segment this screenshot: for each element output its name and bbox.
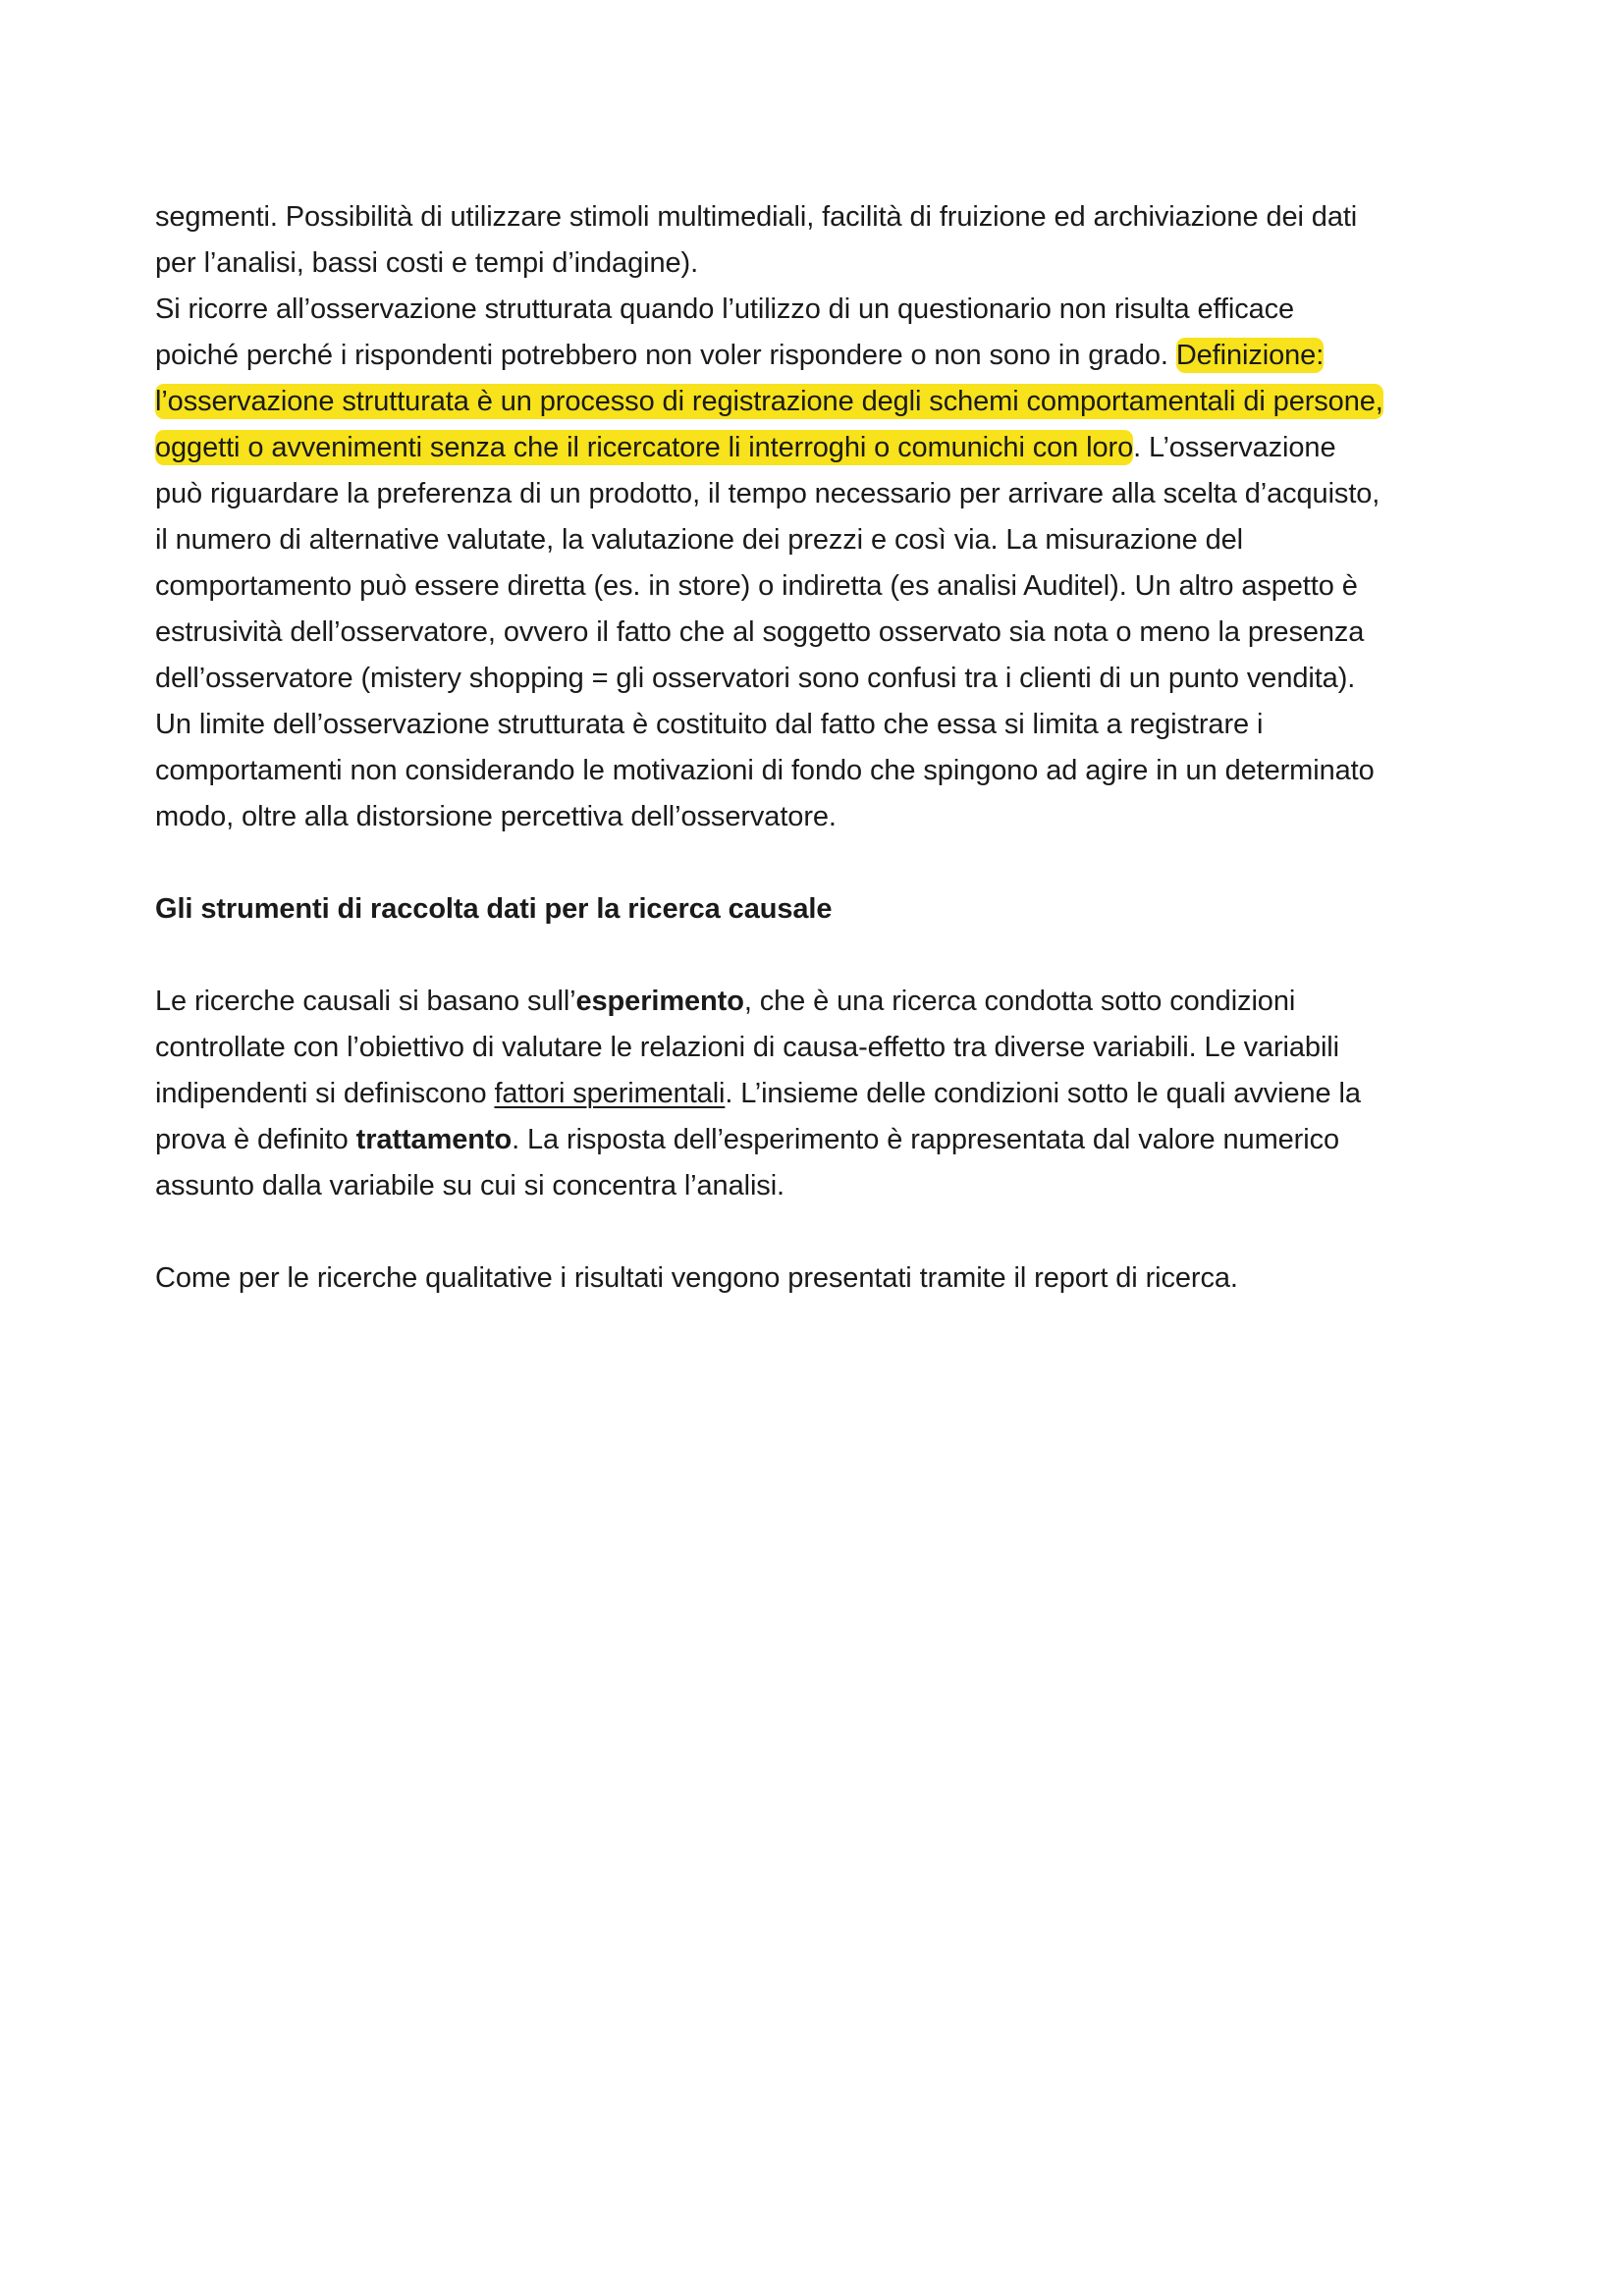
text-line: segmenti. Possibilità di utilizzare stimoli multimediali, facilità di fruizione ed archiviazione dei dati [155,201,1358,233]
paragraph-gap [155,1209,1490,1255]
text-line: controllate con l’obiettivo di valutare le relazioni di causa-effetto tra diverse variabili. Le variabili [155,1032,1339,1063]
text-line: modo, oltre alla distorsione percettiva dell’osservatore. [155,801,837,832]
text-span: indipendenti si definiscono [155,1078,495,1109]
text-span: Le ricerche causali si basano sull’ [155,986,576,1017]
text-line: per l’analisi, bassi costi e tempi d’indagine). [155,247,699,279]
text-line: Si ricorre all’osservazione strutturata quando l’utilizzo di un questionario non risulta efficace [155,294,1295,325]
text-line: comportamento può essere diretta (es. in store) o indiretta (es analisi Auditel). Un altro aspetto è [155,570,1358,602]
highlighted-definition: oggetti o avvenimenti senza che il ricercatore li interroghi o comunichi con loro [155,432,1134,463]
highlighted-definition: Definizione: [1175,340,1325,371]
text-line: dell’osservatore (mistery shopping = gli osservatori sono confusi tra i clienti di un punto vendita). [155,663,1356,694]
highlighted-definition: l’osservazione strutturata è un processo di registrazione degli schemi comportamentali di persone, [155,386,1383,417]
text-line: il numero di alternative valutate, la valutazione dei prezzi e così via. La misurazione del [155,524,1243,556]
paragraph-gap [155,840,1490,886]
text-line [155,379,1490,425]
underlined-term: fattori sperimentali [494,1078,726,1109]
section-heading: Gli strumenti di raccolta dati per la ricerca causale [155,893,833,925]
text-line [155,1071,1490,1117]
bold-term: esperimento [575,986,744,1017]
paragraph-gap [155,933,1490,979]
text-line [155,1117,1490,1163]
text-span: . La risposta dell’esperimento è rappresentata dal valore numerico [512,1124,1340,1155]
text-line: Un limite dell’osservazione strutturata è costituito dal fatto che essa si limita a registrare i [155,709,1264,740]
paragraph-conclusion [155,1255,1490,1302]
text-line: può riguardare la preferenza di un prodotto, il tempo necessario per arrivare alla scelta d’acquisto, [155,478,1380,509]
text-line [155,979,1490,1025]
text-span: . L’osservazione [1133,432,1336,463]
text-line [155,333,1490,379]
text-line: estrusività dell’osservatore, ovvero il fatto che al soggetto osservato sia nota o meno la presenza [155,616,1365,648]
text-line: Come per le ricerche qualitative i risultati vengono presentati tramite il report di ricerca. [155,1262,1238,1294]
text-line: comportamenti non considerando le motivazioni di fondo che spingono ad agire in un determinato [155,755,1375,786]
text-span: . L’insieme delle condizioni sotto le quali avviene la [725,1078,1361,1109]
text-line: assunto dalla variabile su cui si concentra l’analisi. [155,1170,784,1201]
paragraph-experiment [155,979,1490,1209]
document-page [155,194,1490,1302]
text-span: poiché perché i rispondenti potrebbero non voler rispondere o non sono in grado. [155,340,1176,371]
paragraph-observation [155,194,1490,840]
text-span: , che è una ricerca condotta sotto condizioni [743,986,1296,1017]
text-line [155,425,1490,471]
text-span: prova è definito [155,1124,356,1155]
bold-term: trattamento [355,1124,513,1155]
